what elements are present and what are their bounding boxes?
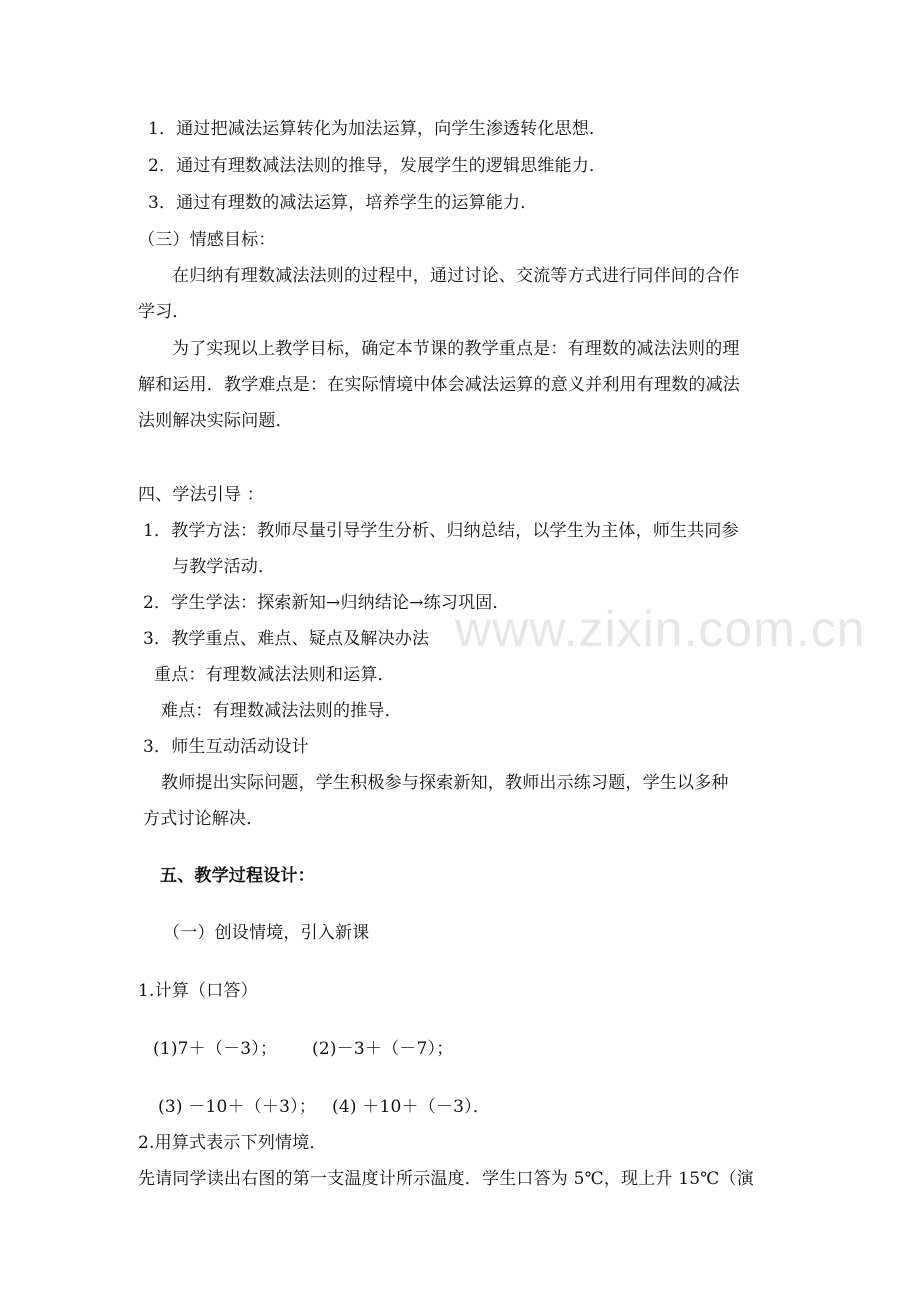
watermark: www.zixin.com.cn	[455, 601, 866, 657]
paragraph-line: 学习．	[138, 302, 190, 322]
paragraph-line: 解和运用．教学难点是：在实际情境中体会减法运算的意义并利用有理数的减法	[138, 375, 740, 395]
paragraph-line: 方式讨论解决．	[143, 809, 264, 829]
paragraph-line: 在归纳有理数减法法则的过程中，通过讨论、交流等方式进行同伴间的合作	[172, 266, 740, 286]
section-heading-study-guide: 四、学法引导 ：	[138, 485, 265, 505]
section-heading-teaching-process: 五、教学过程设计：	[160, 866, 315, 886]
list-item: 3．教学重点、难点、疑点及解决办法	[143, 629, 430, 649]
exercise-heading: 2.用算式表示下列情境．	[138, 1133, 327, 1153]
list-item: 1．教学方法：教师尽量引导学生分析、归纳总结，以学生为主体，师生共同参	[143, 521, 739, 541]
list-item: 2．学生学法：探索新知→归纳结论→练习巩固．	[143, 593, 510, 613]
objective-item-2: 2．通过有理数减法法则的推导，发展学生的逻辑思维能力．	[148, 156, 607, 176]
list-item-continuation: 与教学活动．	[172, 557, 276, 577]
exercise-item: (3) －10＋（＋3）；	[158, 1097, 317, 1117]
objective-item-3: 3．通过有理数的减法运算，培养学生的运算能力．	[148, 193, 538, 213]
objective-item-1: 1．通过把减法运算转化为加法运算，向学生渗透转化思想．	[148, 119, 607, 139]
exercise-heading: 1.计算（口答）	[138, 981, 258, 1001]
section-heading-emotional-goal: （三）情感目标：	[138, 230, 276, 250]
exercise-item: (2)－3＋（－7）；	[312, 1039, 454, 1059]
paragraph-line: 为了实现以上教学目标，确定本节课的教学重点是：有理数的减法法则的理	[172, 339, 740, 359]
paragraph-line: 法则解决实际问题．	[138, 411, 293, 431]
list-item: 3．师生互动活动设计	[143, 737, 309, 757]
paragraph-line: 先请同学读出右图的第一支温度计所示温度．学生口答为 5℃，现上升 15℃（演	[138, 1169, 754, 1189]
paragraph-line: 教师提出实际问题，学生积极参与探索新知，教师出示练习题，学生以多种	[161, 773, 729, 793]
subsection-heading: （一）创设情境，引入新课	[163, 923, 370, 943]
exercise-item: (1)7＋（－3）；	[153, 1039, 278, 1059]
list-subitem: 重点：有理数减法法则和运算．	[154, 665, 395, 685]
list-subitem: 难点：有理数减法法则的推导．	[161, 701, 402, 721]
exercise-item: (4) ＋10＋（－3）．	[332, 1097, 491, 1117]
